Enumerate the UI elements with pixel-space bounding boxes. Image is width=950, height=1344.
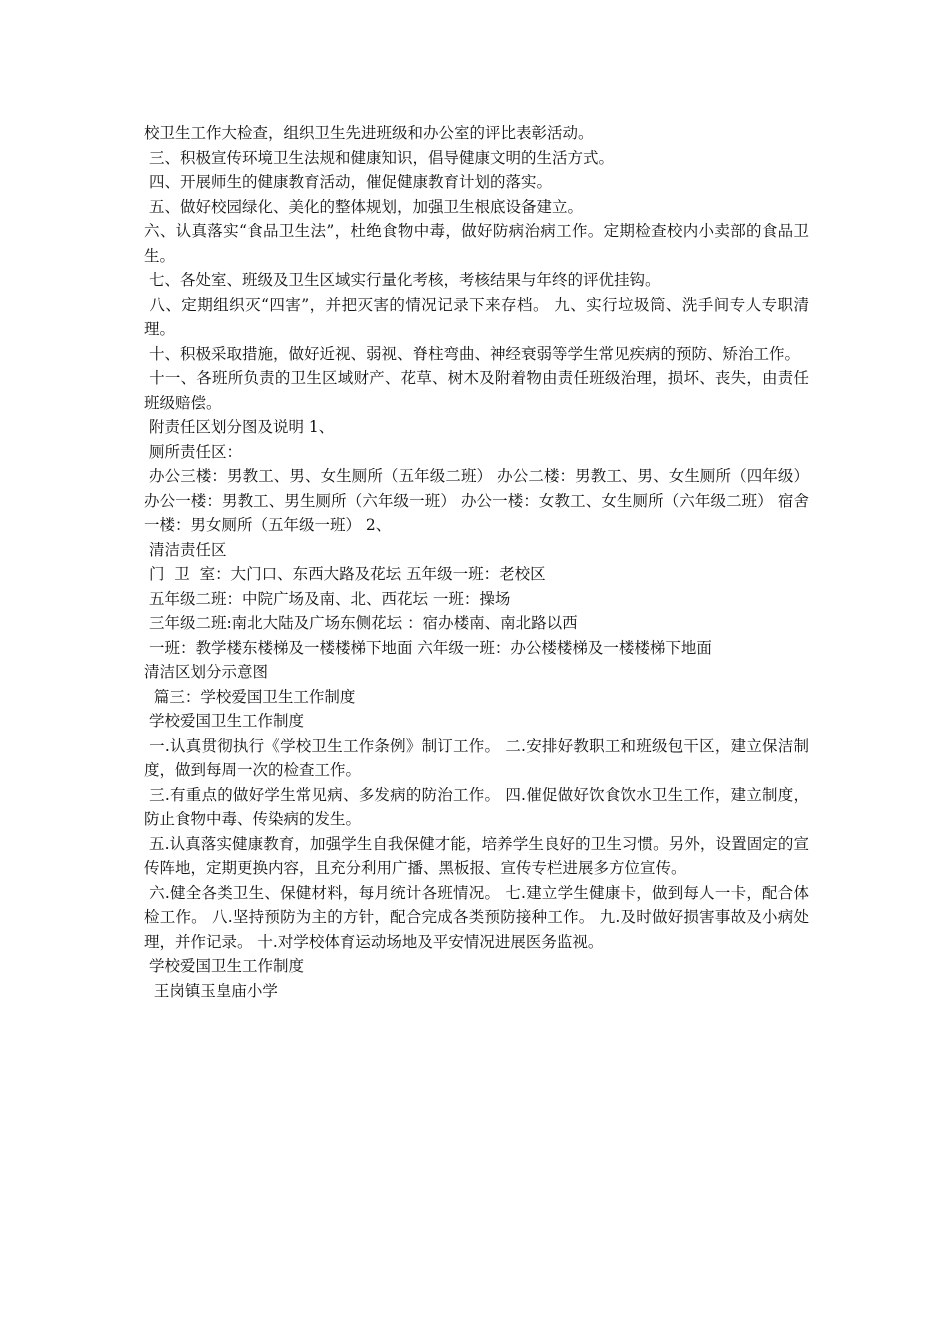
- paragraph-1: 校卫生工作大检查，组织卫生先进班级和办公室的评比表彰活动。: [144, 124, 594, 142]
- paragraph-24: 六.健全各类卫生、保健材料，每月统计各班情况。 七.建立学生健康卡，做到每人一卡，配合体检工作。 八.坚持预防为主的方针，配合完成各类预防接种工作。 九.及时做好损害事故及小病处理，并作记录。 十.对学校体育运动场地及平安情况进展医务监视。: [144, 883, 809, 951]
- paragraph-23: 五.认真落实健康教育，加强学生自我保健才能，培养学生良好的卫生习惯。另外，设置固定的宣传阵地，定期更换内容，且充分利用广播、黑板报、宣传专栏进展多方位宣传。: [144, 834, 809, 877]
- paragraph-12: 办公三楼：男教工、男、女生厕所（五年级二班） 办公二楼：男教工、男、女生厕所（四年级） 办公一楼：男教工、男生厕所（六年级一班） 办公一楼：女教工、女生厕所（六年级二班） 宿舍一楼：男女厕所（五年级一班） 2、: [144, 467, 814, 534]
- paragraph-3: 四、开展师生的健康教育活动，催促健康教育计划的落实。: [144, 173, 552, 191]
- paragraph-20: 学校爱国卫生工作制度: [144, 712, 304, 730]
- paragraph-10: 附责任区划分图及说明 1、: [144, 418, 335, 436]
- paragraph-6: 七、各处室、班级及卫生区域实行量化考核，考核结果与年终的评优挂钩。: [144, 271, 661, 289]
- paragraph-5: 六、认真落实“食品卫生法”，杜绝食物中毒，做好防病治病工作。定期检查校内小卖部的食品卫生。: [144, 222, 809, 265]
- paragraph-26: 王岗镇玉皇庙小学: [144, 981, 278, 1000]
- paragraph-7: 八、定期组织灭“四害”，并把灭害的情况记录下来存档。 九、实行垃圾筒、洗手间专人专职清理。: [144, 295, 810, 338]
- paragraph-4: 五、做好校园绿化、美化的整体规划，加强卫生根底设备建立。: [144, 197, 583, 216]
- paragraph-16: 三年级二班:南北大陆及广场东侧花坛 ：宿办楼南、南北路以西: [144, 614, 578, 632]
- paragraph-18: 清洁区划分示意图: [144, 663, 269, 681]
- paragraph-2: 三、积极宣传环境卫生法规和健康知识，倡导健康文明的生活方式。: [144, 148, 614, 167]
- document-body: [144, 121, 814, 1003]
- paragraph-9: 十一、各班所负责的卫生区域财产、花草、树木及附着物由责任班级治理，损坏、丧失，由责任班级赔偿。: [144, 369, 809, 412]
- paragraph-8: 十、积极采取措施，做好近视、弱视、脊柱弯曲、神经衰弱等学生常见疾病的预防、矫治工作。: [144, 344, 800, 363]
- paragraph-25: 学校爱国卫生工作制度: [144, 957, 304, 975]
- paragraph-17: 一班：教学楼东楼梯及一楼楼梯下地面 六年级一班：办公楼楼梯及一楼楼梯下地面: [144, 638, 712, 657]
- paragraph-21: 一.认真贯彻执行《学校卫生工作条例》制订工作。 二.安排好教职工和班级包干区，建立保洁制度，做到每周一次的检查工作。: [144, 736, 809, 779]
- paragraph-19: 篇三：学校爱国卫生工作制度: [144, 687, 356, 706]
- paragraph-15: 五年级二班：中院广场及南、北、西花坛 一班：操场: [144, 589, 511, 608]
- paragraph-11: 厕所责任区：: [144, 442, 242, 461]
- paragraph-13: 清洁责任区: [144, 540, 227, 559]
- paragraph-14: 门 卫 室：大门口、东西大路及花坛 五年级一班：老校区: [144, 565, 546, 583]
- paragraph-22: 三.有重点的做好学生常见病、多发病的防治工作。 四.催促做好饮食饮水卫生工作，建立制度，防止食物中毒、传染病的发生。: [144, 785, 809, 828]
